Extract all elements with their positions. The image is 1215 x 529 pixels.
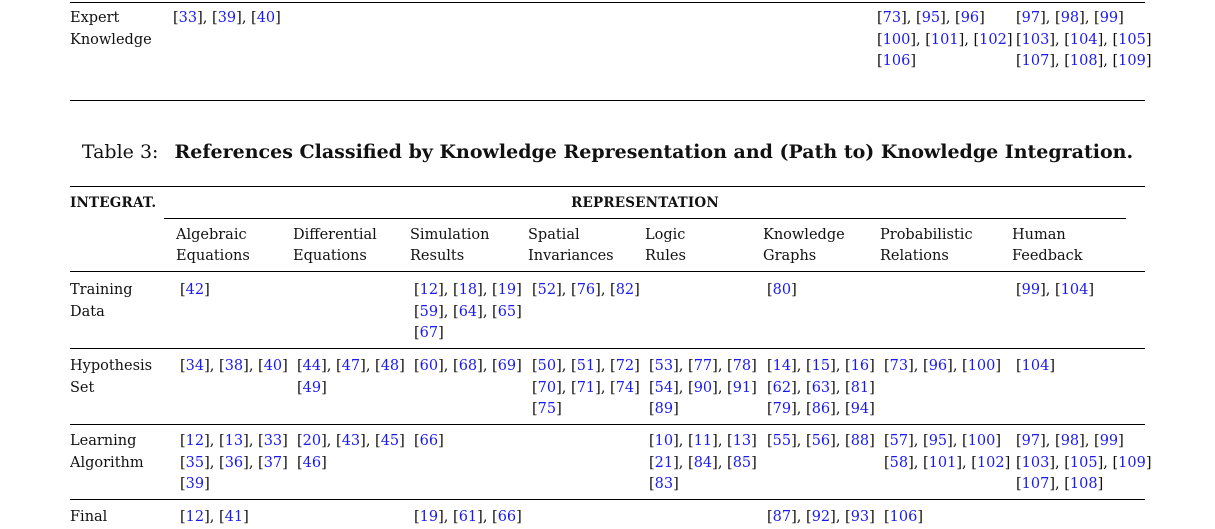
citation-link[interactable]: 71 bbox=[576, 379, 596, 396]
integrat-header: INTEGRAT. bbox=[70, 195, 157, 211]
citation-link[interactable]: 59 bbox=[419, 303, 439, 320]
ref-line: [67] bbox=[414, 325, 444, 341]
citation-link[interactable]: 56 bbox=[811, 433, 831, 449]
ref-line: [12], [13], [33] bbox=[180, 433, 288, 449]
column-header-line: Equations bbox=[293, 248, 367, 264]
citation-link[interactable]: 20 bbox=[302, 433, 322, 449]
ref-line: [83] bbox=[649, 476, 679, 492]
citation-link[interactable]: 34 bbox=[185, 358, 205, 374]
column-header-line: Probabilistic bbox=[880, 227, 973, 243]
citation-link[interactable]: 90 bbox=[693, 379, 713, 396]
ref-line: [106] bbox=[884, 509, 924, 525]
citation-link[interactable]: 21 bbox=[654, 454, 674, 471]
table-cell bbox=[180, 356, 288, 378]
table-cell bbox=[767, 280, 797, 302]
row-rule bbox=[70, 424, 1145, 425]
table-cell bbox=[767, 507, 875, 529]
citation-link[interactable]: 100 bbox=[967, 358, 996, 374]
row-label bbox=[70, 356, 152, 399]
citation-link[interactable]: 96 bbox=[928, 358, 948, 374]
citation-link[interactable]: 63 bbox=[811, 379, 831, 396]
table-cell bbox=[767, 356, 875, 421]
column-header-line: Simulation bbox=[410, 227, 490, 243]
column-header-line: Spatial bbox=[528, 227, 580, 243]
citation-link[interactable]: 75 bbox=[537, 401, 557, 417]
citation-link[interactable]: 99 bbox=[1099, 10, 1119, 26]
citation-link[interactable]: 88 bbox=[850, 433, 870, 449]
citation-link[interactable]: 37 bbox=[263, 454, 283, 471]
row-label-line: Learning bbox=[70, 433, 137, 449]
representation-rule bbox=[164, 218, 1126, 219]
table-cell bbox=[884, 431, 1010, 474]
citation-link[interactable]: 68 bbox=[458, 358, 478, 374]
citation-link[interactable]: 36 bbox=[224, 454, 244, 471]
column-header-line: Results bbox=[410, 248, 465, 264]
citation-link[interactable]: 50 bbox=[537, 358, 557, 374]
ref-line: [73], [96], [100] bbox=[884, 358, 1002, 374]
column-header-line: Relations bbox=[880, 248, 949, 264]
citation-link[interactable]: 47 bbox=[341, 358, 361, 374]
ref-line: [62], [63], [81] bbox=[767, 379, 875, 396]
citation-link[interactable]: 81 bbox=[850, 379, 870, 396]
ref-line: [103], [104], [105] bbox=[1016, 31, 1152, 48]
citation-link[interactable]: 44 bbox=[302, 358, 322, 374]
ref-line: [103], [105], [109] bbox=[1016, 454, 1152, 471]
column-header-line: Differential bbox=[293, 227, 377, 243]
citation-link[interactable]: 67 bbox=[419, 325, 439, 341]
citation-link[interactable]: 49 bbox=[302, 379, 322, 396]
column-header bbox=[528, 225, 614, 267]
ref-line: [49] bbox=[297, 379, 327, 396]
citation-link[interactable]: 84 bbox=[693, 454, 713, 471]
table-cell bbox=[532, 356, 640, 421]
citation-link[interactable]: 98 bbox=[1060, 10, 1080, 26]
ref-line: [53], [77], [78] bbox=[649, 358, 757, 374]
citation-link[interactable]: 72 bbox=[615, 358, 635, 374]
ref-line: [20], [43], [45] bbox=[297, 433, 405, 449]
prev-table-top-rule bbox=[70, 2, 1145, 3]
prev-cell-algebraic bbox=[173, 8, 281, 30]
citation-link[interactable]: 62 bbox=[772, 379, 792, 396]
table-cell bbox=[297, 431, 405, 474]
column-header bbox=[645, 225, 686, 267]
citation-link[interactable]: 33 bbox=[263, 433, 283, 449]
representation-header: REPRESENTATION bbox=[571, 195, 719, 211]
citation-link[interactable]: 78 bbox=[732, 358, 752, 374]
ref-line: [10], [11], [13] bbox=[649, 433, 757, 449]
ref-line: [100], [101], [102] bbox=[877, 31, 1013, 48]
citation-link[interactable]: 40 bbox=[256, 10, 276, 26]
citation-link[interactable]: 66 bbox=[419, 433, 439, 449]
citation-link[interactable]: 12 bbox=[185, 509, 205, 525]
citation-link[interactable]: 105 bbox=[1069, 454, 1098, 471]
citation-link[interactable]: 77 bbox=[693, 358, 713, 374]
citation-link[interactable]: 83 bbox=[654, 476, 674, 492]
row-label-line: Set bbox=[70, 379, 95, 396]
citation-link[interactable]: 35 bbox=[185, 454, 205, 471]
citation-link[interactable]: 91 bbox=[732, 379, 752, 396]
ref-line: [107], [108], [109] bbox=[1016, 53, 1152, 69]
ref-line: [39] bbox=[180, 476, 210, 492]
citation-link[interactable]: 96 bbox=[960, 10, 980, 26]
citation-link[interactable]: 97 bbox=[1021, 10, 1041, 26]
table-top-rule bbox=[70, 186, 1145, 187]
table-cell bbox=[180, 431, 288, 496]
citation-link[interactable]: 100 bbox=[882, 31, 911, 48]
citation-link[interactable]: 101 bbox=[928, 454, 957, 471]
ref-line: [106] bbox=[877, 53, 917, 69]
citation-link[interactable]: 109 bbox=[1118, 454, 1146, 471]
citation-link[interactable]: 108 bbox=[1069, 53, 1098, 69]
ref-line: [14], [15], [16] bbox=[767, 358, 875, 374]
table-cell bbox=[884, 507, 923, 529]
ref-line: [73], [95], [96] bbox=[877, 10, 985, 26]
row-rule bbox=[70, 499, 1145, 500]
column-header-line: Knowledge bbox=[763, 227, 845, 243]
prev-cell-probabilistic bbox=[877, 8, 1013, 73]
citation-link[interactable]: 18 bbox=[458, 282, 478, 298]
citation-link[interactable]: 98 bbox=[1060, 433, 1080, 449]
citation-link[interactable]: 65 bbox=[497, 303, 517, 320]
column-header-line: Rules bbox=[645, 248, 686, 264]
row-label bbox=[70, 507, 107, 529]
column-header-line: Equations bbox=[176, 248, 250, 264]
citation-link[interactable]: 19 bbox=[497, 282, 517, 298]
citation-link[interactable]: 102 bbox=[979, 31, 1007, 48]
citation-link[interactable]: 48 bbox=[380, 358, 400, 374]
row-label-line: Training bbox=[70, 282, 133, 298]
citation-link[interactable]: 103 bbox=[1021, 454, 1050, 471]
citation-link[interactable]: 66 bbox=[497, 509, 517, 525]
citation-link[interactable]: 74 bbox=[615, 379, 635, 396]
table-cell bbox=[414, 507, 522, 529]
citation-link[interactable]: 86 bbox=[811, 401, 831, 417]
ref-line: [58], [101], [102] bbox=[884, 454, 1011, 471]
citation-link[interactable]: 13 bbox=[224, 433, 244, 449]
table-cell bbox=[532, 280, 640, 302]
table-cell bbox=[414, 356, 522, 378]
ref-line: [42] bbox=[180, 282, 210, 298]
table-cell bbox=[884, 356, 1001, 378]
citation-link[interactable]: 12 bbox=[419, 282, 439, 298]
citation-link[interactable]: 89 bbox=[654, 401, 674, 417]
citation-link[interactable]: 38 bbox=[224, 358, 244, 374]
citation-link[interactable]: 73 bbox=[882, 10, 902, 26]
citation-link[interactable]: 99 bbox=[1021, 282, 1041, 298]
citation-link[interactable]: 12 bbox=[185, 433, 205, 449]
citation-link[interactable]: 52 bbox=[537, 282, 557, 298]
citation-link[interactable]: 104 bbox=[1021, 358, 1050, 374]
ref-line: [59], [64], [65] bbox=[414, 303, 522, 320]
ref-line: [19], [61], [66] bbox=[414, 509, 522, 525]
column-header-line: Feedback bbox=[1012, 248, 1083, 264]
citation-link[interactable]: 100 bbox=[967, 433, 996, 449]
citation-link[interactable]: 39 bbox=[217, 10, 237, 26]
citation-link[interactable]: 95 bbox=[928, 433, 948, 449]
row-label-line: Hypothesis bbox=[70, 358, 153, 374]
citation-link[interactable]: 42 bbox=[185, 282, 205, 298]
citation-link[interactable]: 11 bbox=[693, 433, 713, 449]
citation-link[interactable]: 15 bbox=[811, 358, 831, 374]
column-header-line: Graphs bbox=[763, 248, 817, 264]
citation-link[interactable]: 70 bbox=[537, 379, 557, 396]
citation-link[interactable]: 108 bbox=[1069, 476, 1098, 492]
table-cell bbox=[414, 431, 444, 453]
citation-link[interactable]: 85 bbox=[732, 454, 752, 471]
citation-link[interactable]: 10 bbox=[654, 433, 674, 449]
caption-number: Table 3: bbox=[81, 141, 159, 163]
table-cell bbox=[767, 431, 875, 453]
citation-link[interactable]: 80 bbox=[772, 282, 792, 298]
citation-link[interactable]: 39 bbox=[185, 476, 205, 492]
row-label-line: Final bbox=[70, 509, 108, 525]
citation-link[interactable]: 45 bbox=[380, 433, 400, 449]
table-caption bbox=[0, 141, 1215, 163]
ref-line: [66] bbox=[414, 433, 444, 449]
caption-title: References Classified by Knowledge Representation and (Path to) Knowledge Integration. bbox=[174, 141, 1134, 163]
ref-line: [21], [84], [85] bbox=[649, 454, 757, 471]
citation-link[interactable]: 79 bbox=[772, 401, 792, 417]
citation-link[interactable]: 101 bbox=[930, 31, 959, 48]
table-cell bbox=[180, 280, 210, 302]
column-header-line: Invariances bbox=[528, 248, 614, 264]
citation-link[interactable]: 92 bbox=[811, 509, 831, 525]
ref-line: [12], [41] bbox=[180, 509, 249, 525]
ref-line: [97], [98], [99] bbox=[1016, 10, 1124, 26]
ref-line: [34], [38], [40] bbox=[180, 358, 288, 374]
prev-row-label: Expert Knowledge bbox=[70, 10, 152, 48]
table-cell bbox=[649, 356, 757, 421]
citation-link[interactable]: 54 bbox=[654, 379, 674, 396]
column-header bbox=[1012, 225, 1083, 267]
citation-link[interactable]: 87 bbox=[772, 509, 792, 525]
row-label bbox=[70, 431, 144, 474]
citation-link[interactable]: 60 bbox=[419, 358, 439, 374]
ref-line: [57], [95], [100] bbox=[884, 433, 1002, 449]
citation-link[interactable]: 16 bbox=[850, 358, 870, 374]
ref-line: [54], [90], [91] bbox=[649, 379, 757, 396]
prev-cell-human bbox=[1016, 8, 1152, 73]
column-header bbox=[293, 225, 377, 267]
row-label-line: Algorithm bbox=[70, 454, 144, 471]
citation-link[interactable]: 33 bbox=[178, 10, 198, 26]
citation-link[interactable]: 57 bbox=[889, 433, 909, 449]
citation-link[interactable]: 55 bbox=[772, 433, 792, 449]
citation-link[interactable]: 104 bbox=[1060, 282, 1089, 298]
citation-link[interactable]: 107 bbox=[1021, 53, 1050, 69]
table-cell bbox=[1016, 356, 1055, 378]
table-cell bbox=[649, 431, 757, 496]
citation-link[interactable]: 93 bbox=[850, 509, 870, 525]
prev-table-bottom-rule bbox=[70, 100, 1145, 101]
citation-link[interactable]: 58 bbox=[889, 454, 909, 471]
ref-line: [104] bbox=[1016, 358, 1056, 374]
ref-line: [70], [71], [74] bbox=[532, 379, 640, 396]
citation-link[interactable]: 94 bbox=[850, 401, 870, 417]
citation-link[interactable]: 105 bbox=[1118, 31, 1146, 48]
ref-line: [79], [86], [94] bbox=[767, 401, 875, 417]
ref-line: [44], [47], [48] bbox=[297, 358, 405, 374]
citation-link[interactable]: 99 bbox=[1099, 433, 1119, 449]
citation-link[interactable]: 95 bbox=[921, 10, 941, 26]
citation-link[interactable]: 106 bbox=[889, 509, 918, 525]
citation-link[interactable]: 69 bbox=[497, 358, 517, 374]
table-cell bbox=[1016, 280, 1094, 302]
ref-line: [55], [56], [88] bbox=[767, 433, 875, 449]
citation-link[interactable]: 41 bbox=[224, 509, 244, 525]
citation-link[interactable]: 73 bbox=[889, 358, 909, 374]
citation-link[interactable]: 106 bbox=[882, 53, 911, 69]
ref-line: [35], [36], [37] bbox=[180, 454, 288, 471]
citation-link[interactable]: 40 bbox=[263, 358, 283, 374]
table-cell bbox=[180, 507, 249, 529]
citation-link[interactable]: 13 bbox=[732, 433, 752, 449]
table-cell bbox=[414, 280, 522, 345]
column-header bbox=[410, 225, 489, 267]
ref-line: [107], [108] bbox=[1016, 476, 1104, 492]
ref-line: [33], [39], [40] bbox=[173, 10, 281, 26]
citation-link[interactable]: 104 bbox=[1069, 31, 1098, 48]
citation-link[interactable]: 53 bbox=[654, 358, 674, 374]
ref-line: [12], [18], [19] bbox=[414, 282, 522, 298]
table-cell bbox=[297, 356, 405, 399]
ref-line: [50], [51], [72] bbox=[532, 358, 640, 374]
column-header bbox=[176, 225, 250, 267]
citation-link[interactable]: 61 bbox=[458, 509, 478, 525]
header-bottom-rule bbox=[70, 271, 1145, 272]
citation-link[interactable]: 51 bbox=[576, 358, 596, 374]
row-label-line: Data bbox=[70, 303, 105, 320]
column-header-line: Human bbox=[1012, 227, 1066, 243]
column-header bbox=[880, 225, 973, 267]
ref-line: [46] bbox=[297, 454, 327, 471]
citation-link[interactable]: 109 bbox=[1118, 53, 1146, 69]
ref-line: [75] bbox=[532, 401, 562, 417]
citation-link[interactable]: 76 bbox=[576, 282, 596, 298]
ref-line: [89] bbox=[649, 401, 679, 417]
citation-link[interactable]: 97 bbox=[1021, 433, 1041, 449]
ref-line: [60], [68], [69] bbox=[414, 358, 522, 374]
citation-link[interactable]: 14 bbox=[772, 358, 792, 374]
row-rule bbox=[70, 348, 1145, 349]
citation-link[interactable]: 107 bbox=[1021, 476, 1050, 492]
citation-link[interactable]: 46 bbox=[302, 454, 322, 471]
column-header-line: Logic bbox=[645, 227, 686, 243]
citation-link[interactable]: 19 bbox=[419, 509, 439, 525]
ref-line: [97], [98], [99] bbox=[1016, 433, 1124, 449]
ref-line: [80] bbox=[767, 282, 797, 298]
table-cell bbox=[1016, 431, 1152, 496]
citation-link[interactable]: 103 bbox=[1021, 31, 1050, 48]
citation-link[interactable]: 82 bbox=[615, 282, 635, 298]
column-header-line: Algebraic bbox=[176, 227, 247, 243]
ref-line: [52], [76], [82] bbox=[532, 282, 640, 298]
citation-link[interactable]: 102 bbox=[976, 454, 1005, 471]
ref-line: [87], [92], [93] bbox=[767, 509, 875, 525]
row-label bbox=[70, 280, 132, 323]
ref-line: [99], [104] bbox=[1016, 282, 1095, 298]
citation-link[interactable]: 64 bbox=[458, 303, 478, 320]
citation-link[interactable]: 43 bbox=[341, 433, 361, 449]
column-header bbox=[763, 225, 845, 267]
